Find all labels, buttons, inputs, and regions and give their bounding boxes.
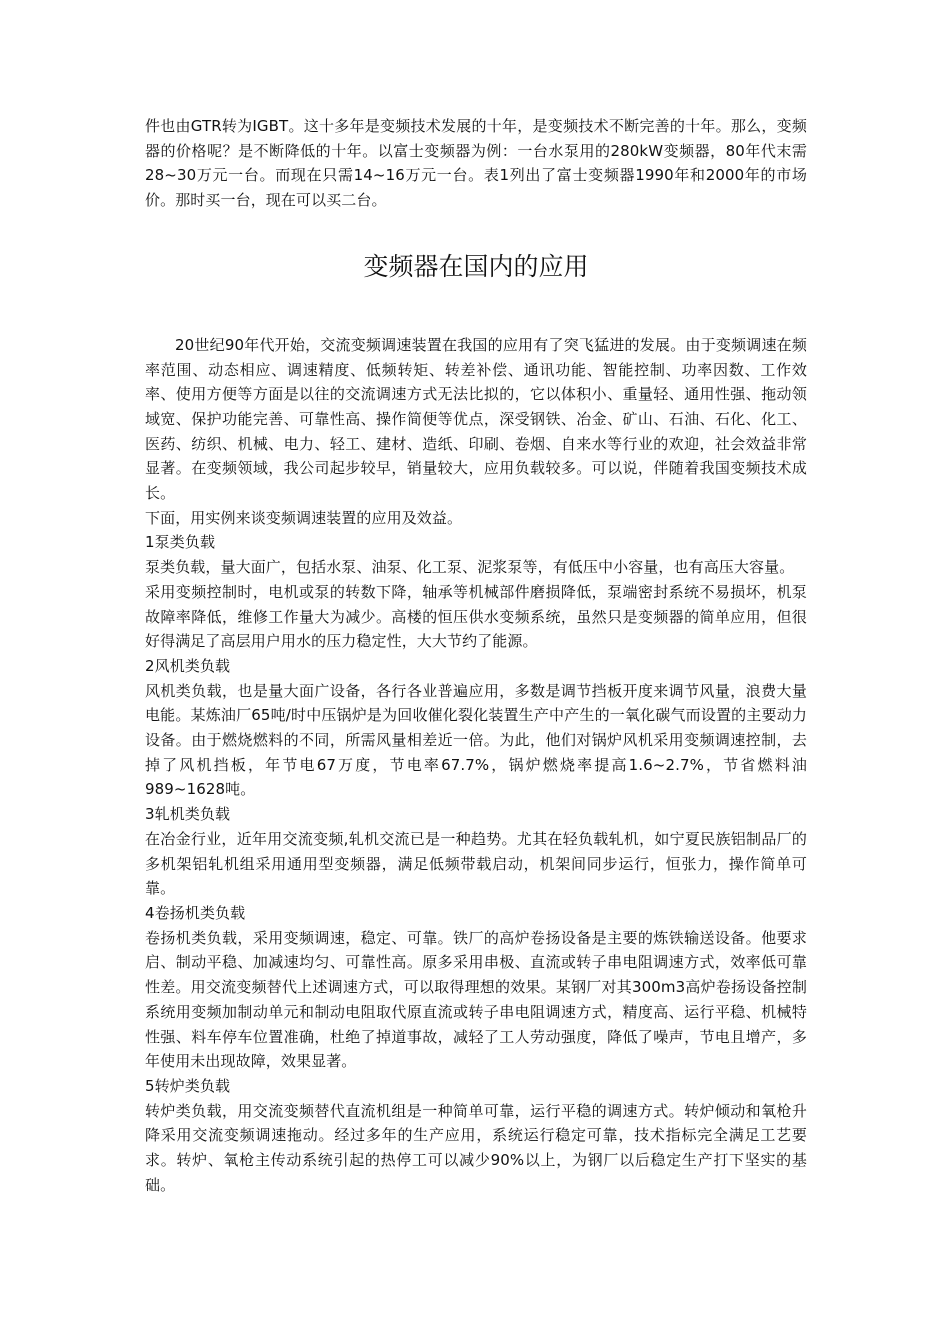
paragraph-pump-load-1: 泵类负载，量大面广，包括水泵、油泵、化工泵、泥浆泵等，有低压中小容量，也有高压大容量。 [145, 558, 795, 577]
subheading-fan-load: 2风机类负载 [145, 656, 231, 675]
paragraph-intro-examples: 下面，用实例来谈变频调速装置的应用及效益。 [145, 508, 463, 527]
intro-paragraph: 件也由GTR转为IGBT。这十多年是变频技术发展的十年，是变频技术不断完善的十年。那么，变频器的价格呢？是不断降低的十年。以富士变频器为例：一台水泵用的280kW变频器，80年代末需28~30万元一台。而现在只需14~16万元一台。表1列出了富士变频器1990年和2000年的市场价。那时买一台，现在可以买二台。 [145, 117, 807, 210]
paragraph-hoist-load: 卷扬机类负载，采用变频调速，稳定、可靠。铁厂的高炉卷扬设备是主要的炼铁输送设备。他要求启、制动平稳、加减速均匀、可靠性高。原多采用串极、直流或转子串电阻调速方式，效率低可靠性差。用交流变频替代上述调速方式，可以取得理想的效果。某钢厂对其300m3高炉卷扬设备控制系统用变频加制动单元和制动电阻取代原直流或转子串电阻调速方式，精度高、运行平稳、机械特性强、料车停车位置准确，杜绝了掉道事故，减轻了工人劳动强度，降低了噪声，节电且增产，多年使用未出现故障，效果显著。 [145, 928, 807, 1071]
paragraph-overview: 20世纪90年代开始，交流变频调速装置在我国的应用有了突飞猛进的发展。由于变频调速在频率范围、动态相应、调速精度、低频转矩、转差补偿、通讯功能、智能控制、功率因数、工作效率、使用方便等方面是以往的交流调速方式无法比拟的，它以体积小、重量轻、通用性强、拖动领域宽、保护功能完善、可靠性高、操作简便等优点，深受钢铁、冶金、矿山、石油、石化、化工、医药、纺织、机械、电力、轻工、建材、造纸、印刷、卷烟、自来水等行业的欢迎，社会效益非常显著。在变频领域，我公司起步较早，销量较大，应用负载较多。可以说，伴随着我国变频技术成长。 [145, 335, 807, 503]
paragraph-pump-load-2: 采用变频控制时，电机或泵的转数下降，轴承等机械部件磨损降低，泵端密封系统不易损坏，机泵故障率降低，维修工作量大为减少。高楼的恒压供水变频系统，虽然只是变频器的简单应用，但很好得满足了高层用户用水的压力稳定性，大大节约了能源。 [145, 582, 807, 651]
paragraph-converter-load: 转炉类负载，用交流变频替代直流机组是一种简单可靠，运行平稳的调速方式。转炉倾动和氧枪升降采用交流变频调速拖动。经过多年的生产应用，系统运行稳定可靠，技术指标完全满足工艺要求。转炉、氧枪主传动系统引起的热停工可以减少90%以上，为钢厂以后稳定生产打下坚实的基础。 [145, 1101, 807, 1194]
section-title: 变频器在国内的应用 [363, 251, 589, 281]
paragraph-fan-load: 风机类负载，也是量大面广设备，各行各业普遍应用，多数是调节挡板开度来调节风量，浪费大量电能。某炼油厂65吨/时中压锅炉是为回收催化裂化装置生产中产生的一氧化碳气而设置的主要动力设备。由于燃烧燃料的不同，所需风量相差近一倍。为此，他们对锅炉风机采用变频调速控制，去掉了风机挡板，年节电67万度，节电率67.7%，锅炉燃烧率提高1.6~2.7%，节省燃料油989~1628吨。 [145, 681, 807, 799]
subheading-rolling-mill-load: 3轧机类负载 [145, 805, 231, 824]
subheading-pump-load: 1泵类负载 [145, 533, 216, 552]
paragraph-rolling-mill-load: 在冶金行业，近年用交流变频,轧机交流已是一种趋势。尤其在轻负载轧机，如宁夏民族铝制品厂的多机架铝轧机组采用通用型变频器，满足低频带载启动，机架间同步运行，恒张力，操作简单可靠。 [145, 829, 807, 898]
subheading-hoist-load: 4卷扬机类负载 [145, 903, 246, 922]
document-page [145, 114, 807, 1197]
subheading-converter-load: 5转炉类负载 [145, 1076, 231, 1095]
